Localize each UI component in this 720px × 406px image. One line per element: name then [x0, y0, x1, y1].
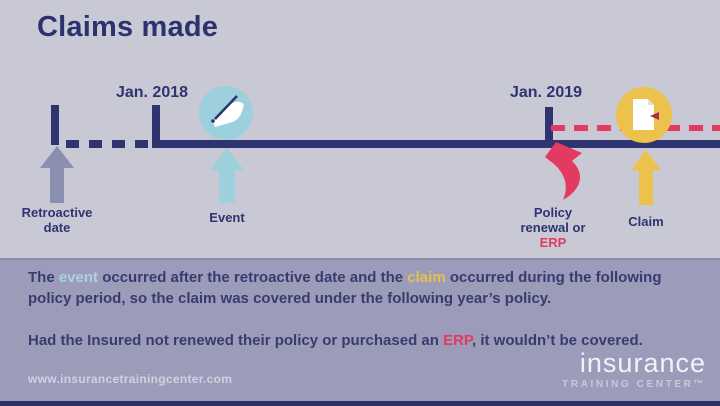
bottom-accent-strip [0, 401, 720, 406]
retroactive-label-line2: date [43, 220, 71, 235]
brand-training-center-text: TRAINING CENTER™ [562, 379, 706, 390]
page-title: Claims made [37, 11, 219, 43]
claim-label: Claim [628, 214, 664, 229]
retroactive-arrow [40, 146, 74, 203]
brand-logo [562, 350, 706, 390]
jan-2018-label: Jan. 2018 [115, 84, 189, 101]
website-url: www.insurancetrainingcenter.com [28, 372, 233, 386]
p1-event-highlight: event [58, 269, 99, 286]
event-arrow [210, 148, 244, 203]
p1-tail: occurred during the following policy period, so the claim was covered under the following year’s policy. [28, 269, 662, 307]
retroactive-label-line1: Retroactive [21, 205, 93, 220]
policy-label-line2: renewal or [520, 220, 586, 235]
event-label: Event [209, 210, 245, 225]
p2-erp-highlight: ERP [443, 332, 472, 349]
p1-lead: The [28, 269, 59, 286]
jan-2019-label: Jan. 2019 [509, 84, 583, 101]
retroactive-date-tick [51, 105, 59, 145]
jan-2018-tick [152, 105, 160, 145]
claim-arrow [631, 150, 661, 205]
explanation-section [0, 258, 720, 406]
p2-tail: , it wouldn’t be covered. [472, 332, 643, 349]
p2-lead: Had the Insured not renewed their policy or purchased an [28, 332, 444, 349]
p1-mid: occurred after the retroactive date and the [98, 269, 408, 286]
explanation-paragraph-1 [28, 267, 704, 309]
brand-insurance-text: insurance [579, 348, 706, 378]
policy-renewal-arrow [545, 142, 582, 200]
claim-document-icon [616, 87, 672, 143]
pen-writing-icon [199, 86, 253, 140]
policy-label-erp: ERP [539, 235, 567, 250]
policy-label-line1: Policy [533, 205, 573, 220]
p1-claim-highlight: claim [407, 269, 446, 286]
retroactive-date-label [22, 205, 93, 235]
policy-renewal-label [520, 205, 585, 250]
